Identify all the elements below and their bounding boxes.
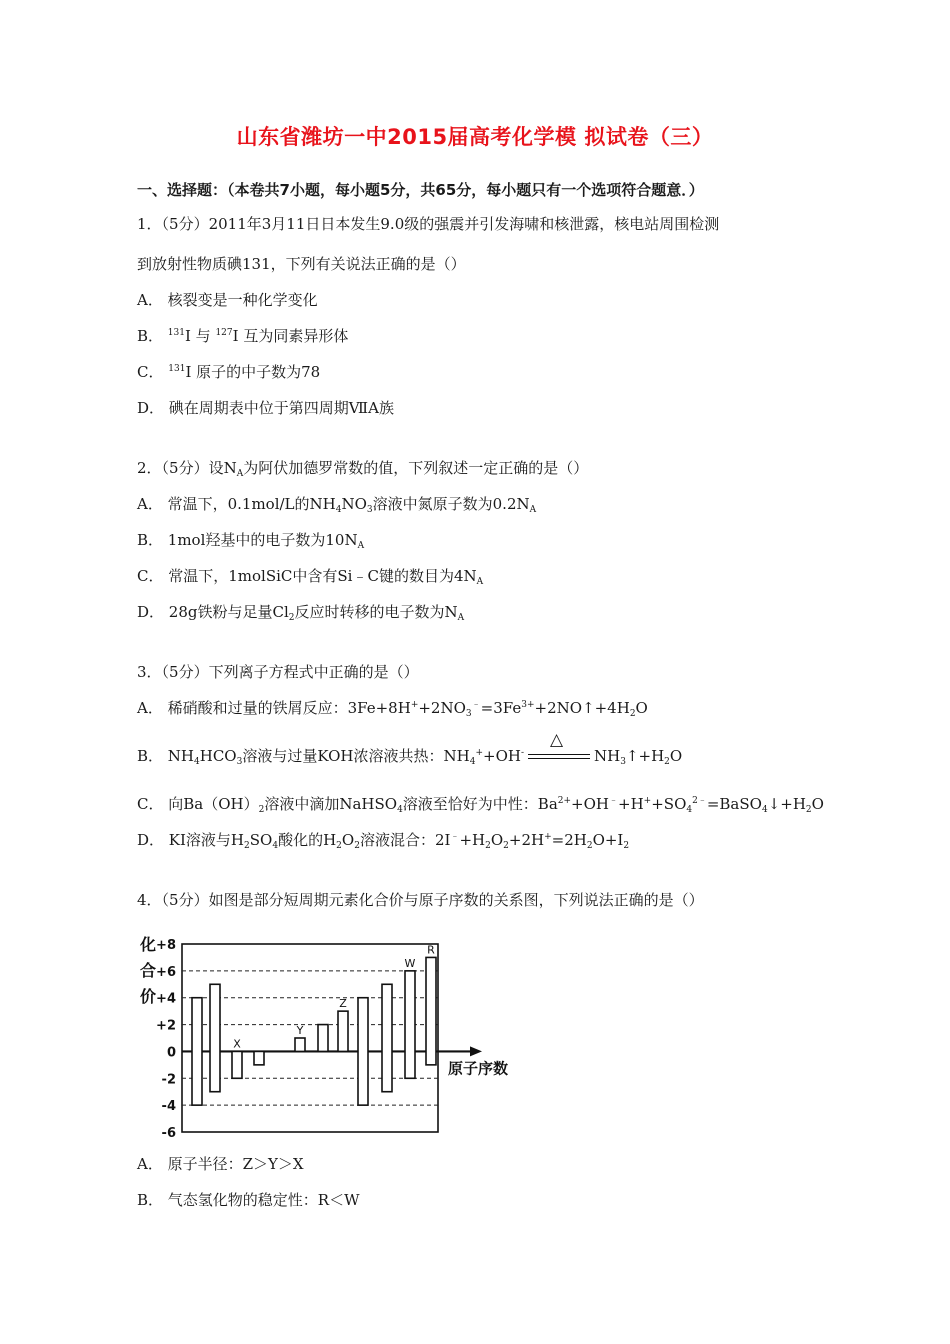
triangle-icon: △ [550,730,564,750]
q3-stem: 3．（5分）下列离子方程式中正确的是（） [137,663,419,681]
y-tick-label: +8 [156,938,176,953]
y-axis-label-char: 化 [140,935,157,954]
q3-option-b: B． $NH_4HCO_3$溶液与过量KOH浓溶液共热：$NH_4^++OH^-$ △ $NH_3↑+H_2O$ [137,730,683,767]
bar-label: X [233,1037,241,1051]
y-tick-label: -6 [161,1126,176,1141]
y-tick-label: +2 [156,1018,176,1034]
heating-equals-sign [528,730,590,766]
bar [382,984,392,1091]
bar-label: Z [339,997,347,1011]
bar [405,971,415,1078]
bar [210,984,220,1091]
x-axis-label: 原子序数 [448,1059,509,1078]
valence-chart-svg [130,932,530,1142]
bar-label: R [427,943,435,957]
bar [232,1051,242,1078]
q2-option-b: B． 1mol羟基中的电子数为$10N_A$ [137,531,365,551]
y-tick-label: -2 [161,1072,176,1088]
q1-option-c: C． $^{131}$I 原子的中子数为78 [137,363,321,381]
y-tick-label: 0 [166,1045,176,1061]
q2-option-a: A． 常温下，0.1mol/L的$NH_4NO_3$溶液中氮原子数为$0.2N_A$ [137,495,537,515]
bar [254,1051,264,1064]
q1-option-a: A． 核裂变是一种化学变化 [137,291,318,309]
q1-option-b: B． $^{131}$I 与 $^{127}$I 互为同素异形体 [137,327,349,345]
bar [192,998,202,1105]
bar-label: Y [296,1024,304,1037]
q3-option-c: C． 向$Ba(OH)_2$溶液中滴加NaHSO$_4$溶液至恰好为中性：$Ba^{2+}+OH^﹣+H^++SO_4^{2﹣}=BaSO_4↓+H_2O$ [137,795,824,815]
bar [318,1025,328,1052]
q4-stem: 4．（5分）如图是部分短周期元素化合价与原子序数的关系图，下列说法正确的是（） [137,891,704,909]
y-tick-label: +6 [156,964,176,980]
y-axis-label-char: 价 [140,987,157,1006]
q3-option-d: D． KI溶液与$H_2SO_4$酸化的$H_2O_2$溶液混合：$2I^﹣+H_2O_2+2H^+=2H_2O+I_2$ [137,831,630,851]
q1-stem-line1: 1．（5分）2011年3月11日日本发生9.0级的强震并引发海啸和核泄露，核电站周围检测 [137,215,720,233]
y-tick-label: +4 [156,991,176,1007]
q4-option-b: B． 气态氢化物的稳定性：R＜W [137,1191,360,1209]
q2-option-c: C． 常温下，1molSiC中含有Si﹣C键的数目为$4N_A$ [137,567,484,587]
bar [295,1038,305,1051]
bar [426,957,436,1064]
bar [358,998,368,1105]
q4-option-a: A． 原子半径：Z＞Y＞X [137,1155,304,1173]
q1-stem-line2: 到放射性物质碘131，下列有关说法正确的是（） [137,255,466,273]
q3-option-a: A． 稀硝酸和过量的铁屑反应：$3Fe+8H^++2NO_3^﹣=3Fe^{3+}+2NO↑+4H_2O$ [137,699,648,719]
x-axis-arrow [470,1046,482,1056]
section-heading: 一、选择题：（本卷共7小题，每小题5分，共65分，每小题只有一个选项符合题意．） [137,181,704,199]
y-axis-label-char: 合 [140,961,157,980]
bar-label: W [404,956,416,970]
q2-stem: 2．（5分）设$N_A$为阿伏加德罗常数的值，下列叙述一定正确的是（） [137,459,589,479]
paper-title: 山东省潍坊一中2015届高考化学模 拟试卷（三） [236,125,714,149]
valence-chart [130,932,530,1142]
y-tick-label: -4 [161,1099,176,1115]
q2-option-d: D． 28g铁粉与足量$Cl_2$反应时转移的电子数为$N_A$ [137,603,465,623]
q1-option-d: D． 碘在周期表中位于第四周期ⅦA族 [137,399,394,417]
bar [338,1011,348,1051]
